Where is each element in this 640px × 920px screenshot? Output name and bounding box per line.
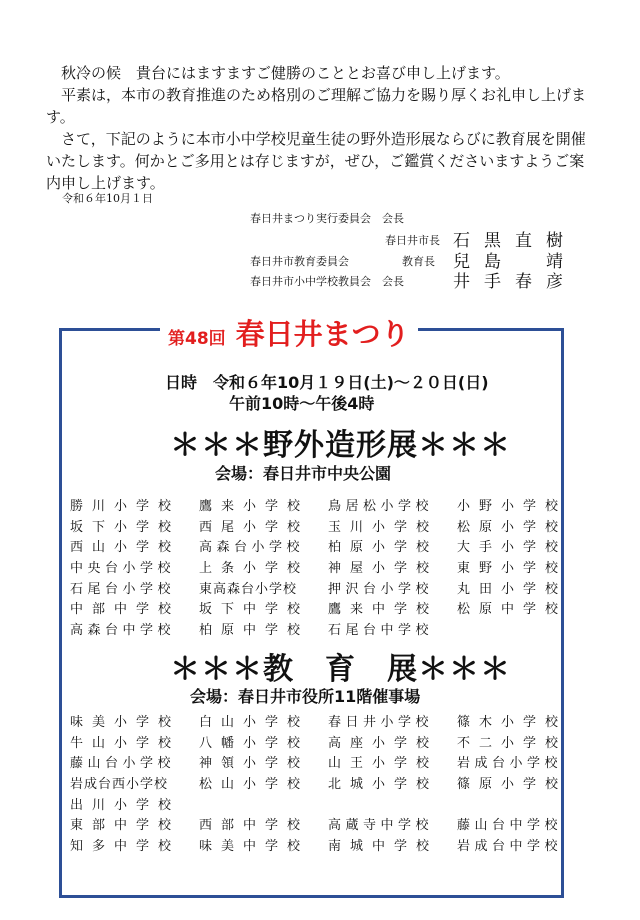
event-datetime — [165, 372, 489, 414]
school-name — [457, 796, 586, 817]
school-name: 勝川小学校 — [70, 499, 181, 514]
school-name: 石尾台中学校 — [328, 623, 434, 639]
school-row — [70, 713, 586, 734]
exhibit2-title: ＊＊＊教 育 展＊＊＊ — [170, 652, 511, 687]
school-row — [70, 600, 586, 621]
school-name: 篠木小学校 — [457, 715, 568, 730]
school-row — [70, 734, 586, 755]
greeting-paragraph-1: 秋冷の候 貴台にはますますご健勝のこととお喜び申し上げます。 — [61, 64, 510, 82]
school-name: 丸田小学校 — [457, 581, 568, 597]
exhibit1-school-list — [70, 497, 586, 642]
school-name: 鷹来中学校 — [328, 602, 439, 618]
school-name: 中央台小学校 — [70, 561, 176, 577]
exhibit1-title: ＊＊＊野外造形展＊＊＊ — [170, 428, 511, 463]
school-name: 中部中学校 — [70, 602, 181, 618]
school-name: 味美中学校 — [199, 839, 310, 855]
school-name: 西山小学校 — [70, 540, 181, 556]
school-name: 大手小学校 — [457, 540, 568, 556]
school-name: 岩成台小学校 — [457, 756, 563, 772]
greeting-paragraph-3: さて，下記のように本市小中学校児童生徒の野外造形展ならびに教育展を開催いたします。何かとご多用とは存じますが，ぜひ，ご鑑賞くださいますようご案内申し上げます。 — [46, 130, 586, 192]
school-name: 岩成台中学校 — [457, 839, 563, 855]
school-name: 春日井小学校 — [328, 715, 434, 730]
school-name: 不二小学校 — [457, 735, 568, 751]
school-name: 玉川小学校 — [328, 519, 439, 535]
sig-org-3: 春日井市教育委員会 — [250, 255, 349, 268]
school-name: 藤山台小学校 — [70, 756, 176, 772]
event-time: 午前10時～午後4時 — [229, 394, 375, 413]
school-name — [199, 796, 328, 817]
school-row — [70, 754, 586, 775]
school-name: 押沢台小学校 — [328, 581, 434, 597]
school-name: 牛山小学校 — [70, 735, 181, 751]
school-name: 坂下小学校 — [70, 519, 181, 535]
school-name: 松原中学校 — [457, 602, 568, 618]
school-row — [70, 775, 586, 796]
school-name: 神屋小学校 — [328, 561, 439, 577]
school-name — [457, 621, 586, 642]
greeting-paragraph-2: 平素は，本市の教育推進のため格別のご理解ご協力を賜り厚くお礼申し上げます。 — [46, 86, 587, 126]
school-name: 柏原中学校 — [199, 623, 310, 639]
school-name: 山王小学校 — [328, 756, 439, 772]
school-name: 高蔵寺中学校 — [328, 818, 434, 834]
school-name: 石尾台小学校 — [70, 581, 176, 597]
exhibit1-venue: 会場：春日井市中央公園 — [215, 464, 392, 483]
school-name: 鳥居松小学校 — [328, 499, 434, 514]
event-banner — [160, 312, 418, 351]
school-row — [70, 816, 586, 837]
school-name: 東野小学校 — [457, 561, 568, 577]
sig-org-1: 春日井まつり実行委員会 会長 — [250, 212, 404, 225]
school-name: 南城中学校 — [328, 839, 439, 855]
school-row — [70, 497, 586, 518]
school-name: 篠原小学校 — [457, 777, 568, 793]
school-row — [70, 837, 586, 858]
sig-name-education: 兒島 靖 — [453, 252, 577, 272]
school-name: 高森台中学校 — [70, 623, 176, 639]
school-row — [70, 559, 586, 580]
school-name: 松原小学校 — [457, 519, 568, 535]
school-row — [70, 538, 586, 559]
event-edition: 第48回 — [168, 329, 226, 349]
greeting-letter — [46, 62, 586, 194]
school-name: 藤山台中学校 — [457, 818, 563, 834]
sig-title-education: 教育長 — [402, 255, 435, 268]
sig-title-mayor: 春日井市長 — [385, 234, 440, 247]
sig-name-mayor: 石黒直樹 — [453, 231, 577, 251]
school-row — [70, 580, 586, 601]
exhibit2-school-list — [70, 713, 586, 858]
school-name: 八幡小学校 — [199, 735, 310, 751]
event-title: 春日井まつり — [235, 317, 410, 351]
school-name: 高座小学校 — [328, 735, 439, 751]
school-row — [70, 796, 586, 817]
school-name: 岩成台西小学校 — [70, 777, 169, 793]
exhibit2-venue: 会場：春日井市役所11階催事場 — [190, 687, 421, 706]
school-name: 北城小学校 — [328, 777, 439, 793]
school-name: 味美小学校 — [70, 715, 181, 730]
school-name: 小野小学校 — [457, 499, 568, 514]
event-date: 日時 令和６年10月１９日(土)～２０日(日) — [165, 373, 489, 392]
school-name: 神領小学校 — [199, 756, 310, 772]
school-name: 坂下中学校 — [199, 602, 310, 618]
letter-date: 令和６年10月１日 — [62, 192, 153, 205]
school-name: 東部中学校 — [70, 818, 181, 834]
school-name: 西尾小学校 — [199, 519, 310, 535]
school-row — [70, 621, 586, 642]
school-name: 鷹来小学校 — [199, 499, 310, 514]
school-name: 柏原小学校 — [328, 540, 439, 556]
sig-name-teachers: 井手春彦 — [453, 272, 577, 292]
school-name: 出川小学校 — [70, 797, 181, 813]
school-name: 松山小学校 — [199, 777, 310, 793]
school-row — [70, 518, 586, 539]
school-name: 白山小学校 — [199, 715, 310, 730]
school-name: 東高森台小学校 — [199, 581, 298, 597]
school-name: 上条小学校 — [199, 561, 310, 577]
school-name: 西部中学校 — [199, 818, 310, 834]
sig-org-4: 春日井市小中学校教員会 会長 — [250, 275, 404, 288]
school-name — [328, 796, 457, 817]
school-name: 知多中学校 — [70, 839, 181, 855]
school-name: 高森台小学校 — [199, 540, 305, 556]
